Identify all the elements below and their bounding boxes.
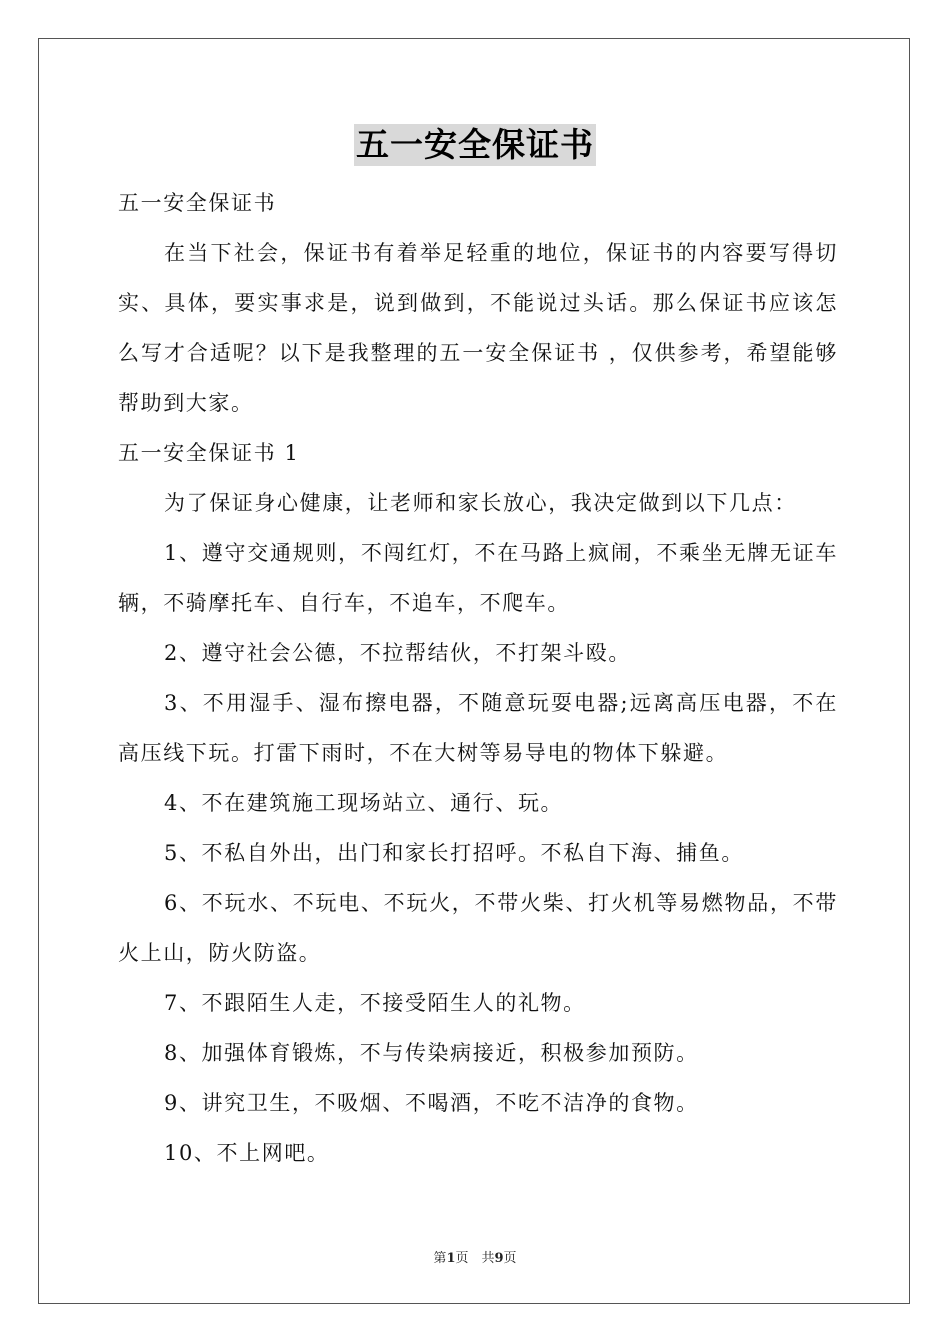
list-item: 3、不用湿手、湿布擦电器，不随意玩耍电器;远离高压电器，不在高压线下玩。打雷下雨时，不在大树等易导电的物体下躲避。 (118, 691, 838, 765)
list-item: 8、加强体育锻炼，不与传染病接近，积极参加预防。 (164, 1041, 699, 1065)
footer-prefix: 第 (433, 1251, 447, 1266)
list-item: 7、不跟陌生人走，不接受陌生人的礼物。 (164, 991, 586, 1015)
footer-mid: 页 共 (455, 1251, 495, 1266)
page-footer (0, 1247, 950, 1266)
document-body (118, 178, 838, 1178)
footer-current-page: 1 (446, 1251, 456, 1266)
list-item: 6、不玩水、不玩电、不玩火，不带火柴、打火机等易燃物品，不带火上山，防火防盗。 (118, 891, 838, 965)
document-title: 五一安全保证书 (356, 125, 594, 164)
footer-total-pages: 9 (494, 1251, 504, 1266)
title-container (0, 124, 950, 166)
document-subtitle: 五一安全保证书 (118, 191, 277, 215)
list-item: 9、讲究卫生，不吸烟、不喝酒，不吃不洁净的食物。 (164, 1091, 699, 1115)
footer-suffix: 页 (503, 1251, 517, 1266)
list-item: 4、不在建筑施工现场站立、通行、玩。 (164, 791, 564, 815)
list-item: 1、遵守交通规则，不闯红灯，不在马路上疯闹，不乘坐无牌无证车辆，不骑摩托车、自行车，不追车，不爬车。 (118, 541, 838, 615)
list-item: 5、不私自外出，出门和家长打招呼。不私自下海、捕鱼。 (164, 841, 744, 865)
section-heading: 五一安全保证书 1 (118, 441, 300, 465)
intro-paragraph: 在当下社会，保证书有着举足轻重的地位，保证书的内容要写得切实、具体，要实事求是，说到做到，不能说过头话。那么保证书应该怎么写才合适呢？以下是我整理的五一安全保证书 ，仅供参考，希望能够帮助到大家。 (118, 241, 838, 415)
list-item: 2、遵守社会公德，不拉帮结伙，不打架斗殴。 (164, 641, 631, 665)
section-intro: 为了保证身心健康，让老师和家长放心，我决定做到以下几点： (164, 491, 797, 515)
list-item: 10、不上网吧。 (164, 1141, 330, 1165)
